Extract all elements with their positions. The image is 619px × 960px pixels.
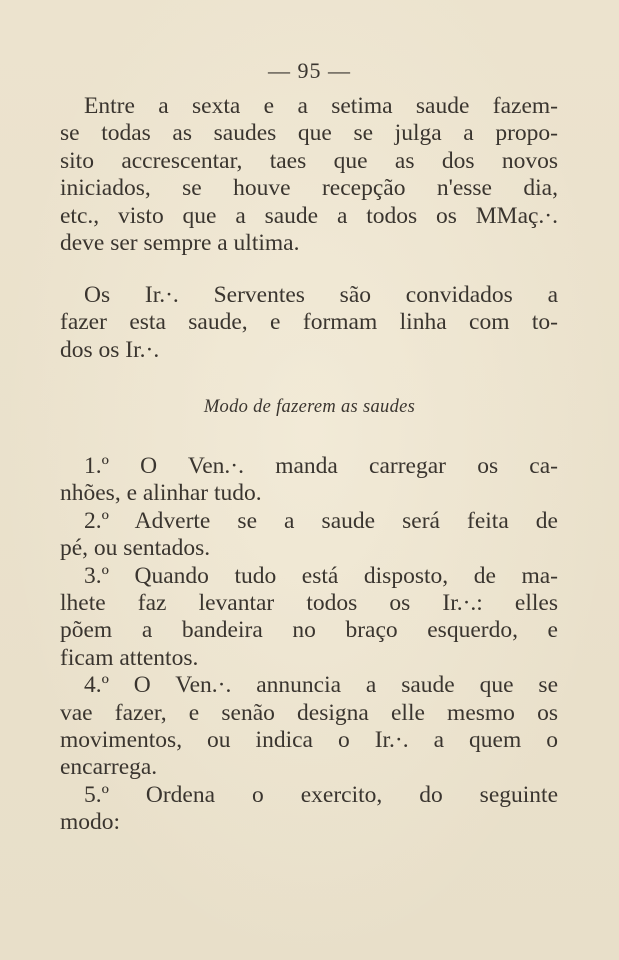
page-number: — 95 — [268,58,351,83]
list-item-line: 1.º O Ven.·. manda carregar os ca- [84,453,558,479]
list-item-line: vae fazer, e senão designa elle mesmo os [60,699,558,726]
list-item-line: 3.º Quando tudo está disposto, de ma- [84,562,558,589]
paragraph-serventes [60,282,558,364]
section-heading: Modo de fazerem as saudes [203,397,416,417]
list-item-line: ficam attentos. [60,644,199,671]
text-line: fazer esta saude, e formam linha com to- [60,309,558,336]
text-line: etc., visto que a saude a todos os MMaç.·. [60,202,558,229]
list-item-line: pé, ou sentados. [60,535,211,562]
list-item-line: 2.º Adverte se a saude será feita de [84,507,558,534]
text-line: Os Ir.·. Serventes são convidados a [84,282,558,308]
text-line: deve ser sempre a ultima. [60,229,300,256]
list-item-line: 4.º O Ven.·. annuncia a saude que se [84,672,558,699]
list-item-line: 5.º Ordena o exercito, do seguinte [84,781,558,808]
list-item-line: modo: [60,809,121,836]
numbered-list [60,453,558,836]
text-line: dos os Ir.·. [60,336,160,363]
text-line: sito accrescentar, taes que as dos novos [60,147,558,174]
text-line: iniciados, se houve recepção n'esse dia, [60,175,558,202]
list-item-line: encarrega. [60,754,158,781]
text-line: se todas as saudes que se julga a propo- [60,120,558,147]
list-item-line: nhões, e alinhar tudo. [60,480,262,507]
list-item-line: lhete faz levantar todos os Ir.·.: elles [60,589,558,616]
list-item-line: movimentos, ou indica o Ir.·. a quem o [60,726,558,753]
paragraph-saudes-intro [60,93,558,257]
text-line: Entre a sexta e a setima saude fazem- [84,93,558,119]
list-item-line: põem a bandeira no braço esquerdo, e [60,617,558,644]
